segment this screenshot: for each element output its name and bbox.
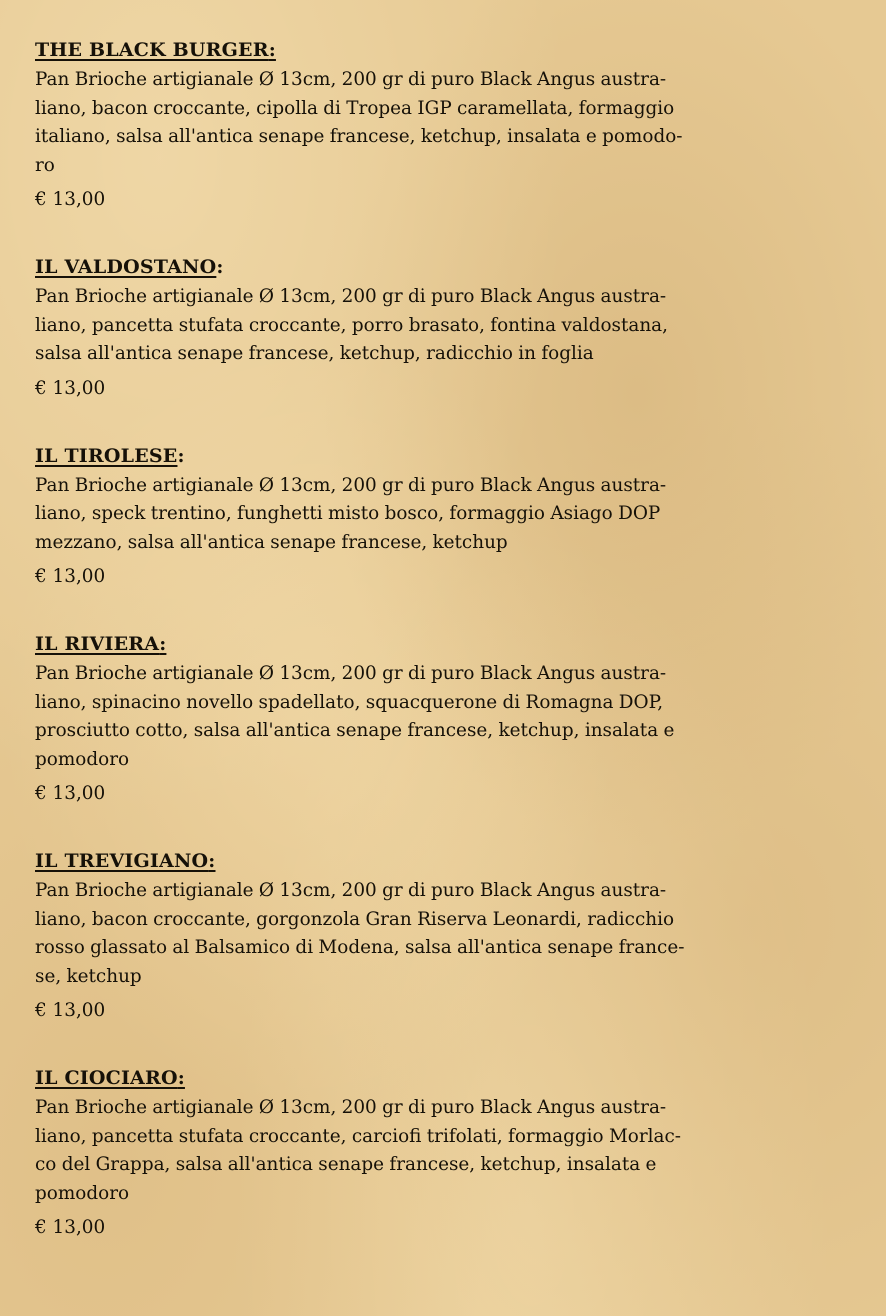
menu-item-description xyxy=(35,472,845,558)
menu-item-description xyxy=(35,660,845,774)
menu-item-description xyxy=(35,283,845,369)
menu-item-name-colon: : xyxy=(177,444,185,467)
menu-item-name-colon: : xyxy=(208,850,216,872)
description-line: italiano, salsa all'antica senape francese, ketchup, insalata e pomodo- xyxy=(35,126,683,147)
menu-item-description xyxy=(35,877,845,991)
menu-item-title xyxy=(35,845,845,877)
description-line: rosso glassato al Balsamico di Modena, salsa all'antica senape france- xyxy=(35,937,685,958)
menu-item-title xyxy=(35,1062,845,1094)
menu-item-price: € 13,00 xyxy=(35,1000,106,1021)
menu-item-the-black-burger xyxy=(35,34,845,214)
menu-item-name: IL TREVIGIANO xyxy=(35,850,209,872)
description-line: Pan Brioche artigianale Ø 13cm, 200 gr di puro Black Angus austra- xyxy=(35,69,667,90)
description-line: pomodoro xyxy=(35,748,130,770)
menu-item-title xyxy=(35,34,845,66)
burger-menu xyxy=(35,34,845,1279)
menu-item-title xyxy=(35,440,845,472)
menu-item-name-colon: : xyxy=(177,1067,185,1089)
description-line: salsa all'antica senape francese, ketchup, radicchio in foglia xyxy=(35,343,594,364)
description-line: Pan Brioche artigianale Ø 13cm, 200 gr di puro Black Angus austra- xyxy=(35,474,667,496)
description-line: Pan Brioche artigianale Ø 13cm, 200 gr di puro Black Angus austra- xyxy=(35,286,667,307)
menu-item-il-trevigiano xyxy=(35,845,845,1025)
description-line: se, ketchup xyxy=(35,965,142,987)
menu-item-name: IL VALDOSTANO xyxy=(35,256,217,278)
description-line: liano, spinacino novello spadellato, squacquerone di Romagna DOP, xyxy=(35,691,664,713)
menu-item-name-colon: : xyxy=(268,39,276,61)
description-line: Pan Brioche artigianale Ø 13cm, 200 gr di puro Black Angus austra- xyxy=(35,880,667,901)
description-line: liano, bacon croccante, cipolla di Tropea IGP caramellata, formaggio xyxy=(35,97,675,119)
description-line: liano, speck trentino, funghetti misto bosco, formaggio Asiago DOP xyxy=(35,503,661,524)
menu-item-il-tirolese xyxy=(35,440,845,592)
description-line: pomodoro xyxy=(35,1182,130,1204)
menu-item-name: THE BLACK BURGER xyxy=(35,39,269,61)
description-line: liano, pancetta stufata croccante, porro brasato, fontina valdostana, xyxy=(35,314,668,336)
description-line: Pan Brioche artigianale Ø 13cm, 200 gr di puro Black Angus austra- xyxy=(35,1097,667,1118)
menu-item-description xyxy=(35,66,845,180)
description-line: liano, bacon croccante, gorgonzola Gran Riserva Leonardi, radicchio xyxy=(35,908,675,930)
menu-item-il-riviera xyxy=(35,628,845,808)
menu-item-name: IL TIROLESE xyxy=(35,444,178,467)
menu-item-title xyxy=(35,251,845,283)
description-line: liano, pancetta stufata croccante, carciofi trifolati, formaggio Morlac- xyxy=(35,1125,682,1147)
menu-item-price: € 13,00 xyxy=(35,1217,106,1238)
menu-item-il-valdostano xyxy=(35,251,845,403)
menu-item-name-colon: : xyxy=(159,633,167,655)
description-line: prosciutto cotto, salsa all'antica senape francese, ketchup, insalata e xyxy=(35,720,675,741)
description-line: ro xyxy=(35,154,55,176)
menu-item-price: € 13,00 xyxy=(35,783,106,804)
menu-item-price: € 13,00 xyxy=(35,566,106,587)
menu-item-name-colon: : xyxy=(216,256,224,278)
menu-item-name: IL RIVIERA xyxy=(35,633,160,655)
description-line: mezzano, salsa all'antica senape francese, ketchup xyxy=(35,531,508,553)
menu-item-price: € 13,00 xyxy=(35,189,106,210)
menu-item-price: € 13,00 xyxy=(35,377,106,399)
description-line: co del Grappa, salsa all'antica senape francese, ketchup, insalata e xyxy=(35,1154,657,1175)
menu-item-title xyxy=(35,628,845,660)
menu-item-il-ciociaro xyxy=(35,1062,845,1242)
menu-item-name: IL CIOCIARO xyxy=(35,1067,178,1089)
menu-item-description xyxy=(35,1094,845,1208)
description-line: Pan Brioche artigianale Ø 13cm, 200 gr di puro Black Angus austra- xyxy=(35,663,667,684)
